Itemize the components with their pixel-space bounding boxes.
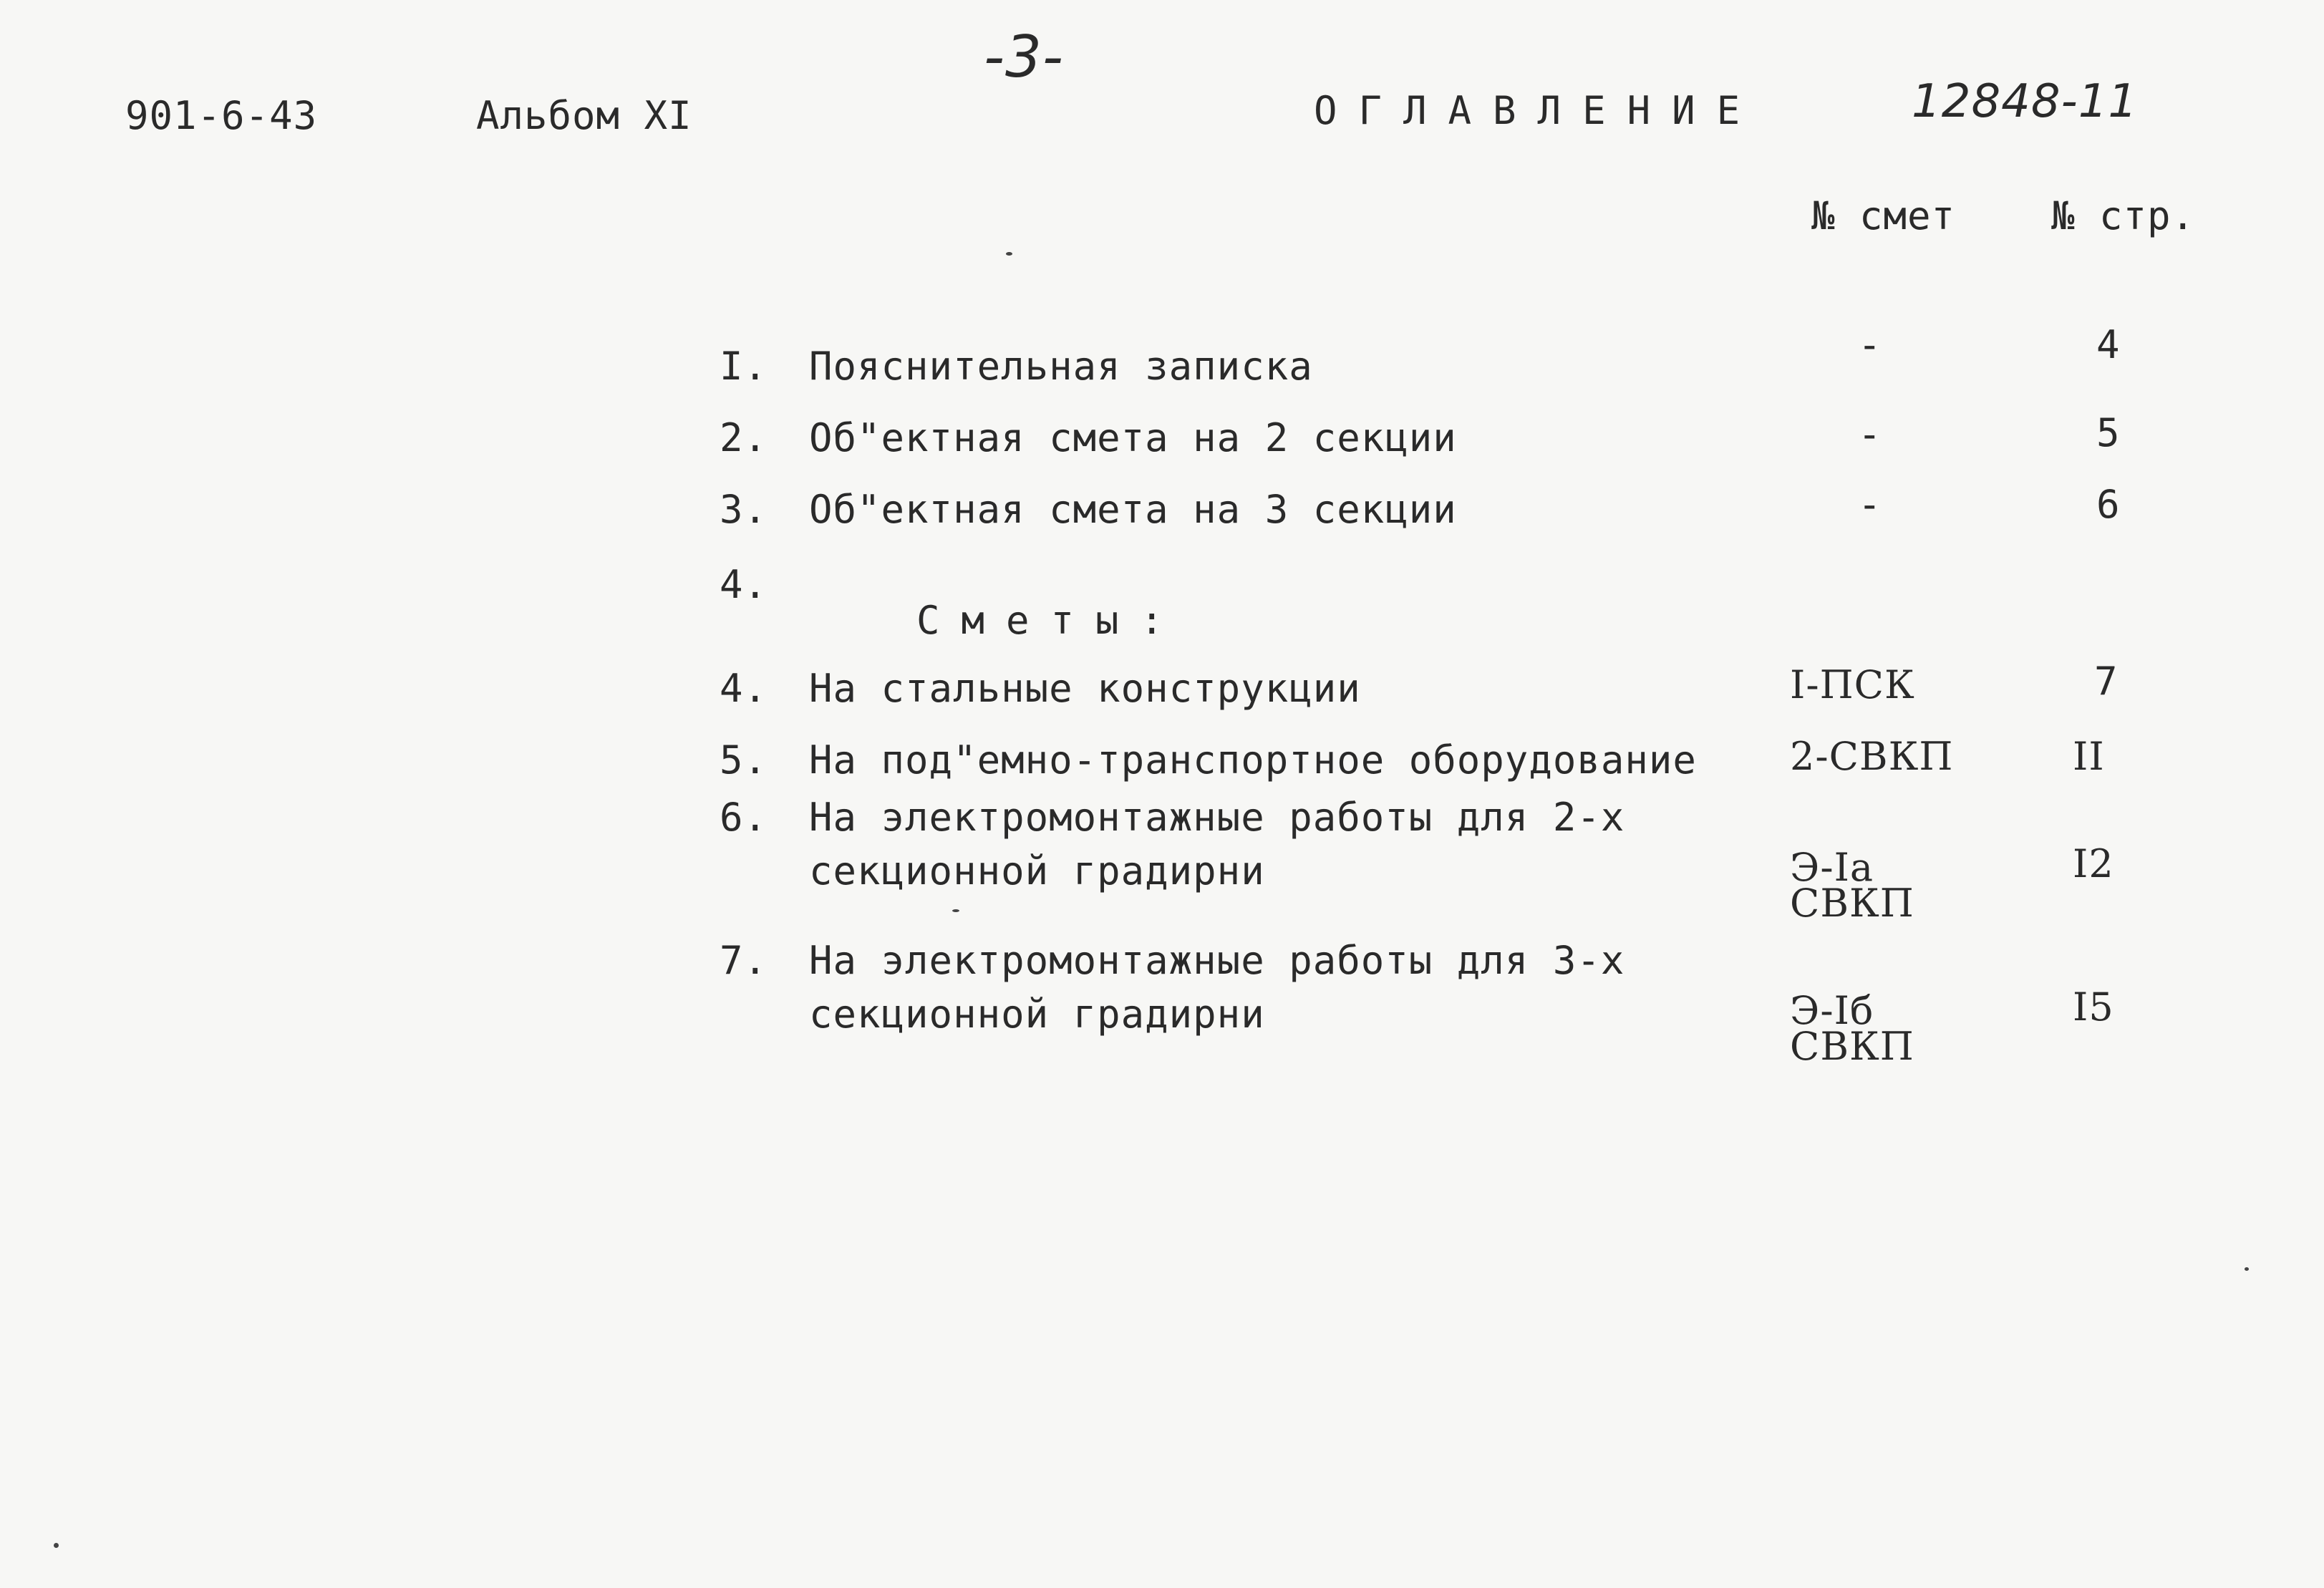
page-title: ОГЛАВЛЕНИЕ: [1314, 88, 1762, 133]
inventory-number: 12848-11: [1912, 75, 2139, 128]
row-page: 4: [2096, 322, 2121, 367]
column-heading-estimate-no: № смет: [1811, 193, 1956, 238]
album-label: Альбом XI: [476, 93, 692, 138]
row-title: Пояснительная записка: [809, 344, 1313, 389]
row-page: 5: [2096, 410, 2121, 455]
row-estimate: -: [1858, 482, 1882, 527]
row-estimate: I-ПСК: [1790, 662, 1915, 707]
row-estimate-line-1: Э-Iа: [1790, 845, 1874, 890]
row-estimate-line-1: Э-Iб: [1790, 988, 1874, 1033]
row-title-line-2: секционной градирни: [809, 848, 1265, 894]
row-title: На стальные конструкции: [809, 666, 1361, 711]
row-title-line-1: На электромонтажные работы для 3-х: [809, 938, 1625, 983]
scan-speck: [952, 909, 959, 912]
row-title-line-2: секционной градирни: [809, 992, 1265, 1037]
row-page: II: [2073, 734, 2105, 779]
section-number: 4.: [720, 562, 768, 607]
row-estimate-line-2: СВКП: [1790, 1024, 1914, 1069]
row-number: 5.: [720, 737, 768, 783]
row-number: 2.: [720, 415, 768, 460]
row-page: 7: [2094, 659, 2119, 704]
row-page: I2: [2073, 841, 2114, 886]
row-number: 4.: [720, 666, 768, 711]
row-page: I5: [2073, 984, 2114, 1030]
row-title: На под"емно-транспортное оборудование: [809, 737, 1697, 783]
document-code: 901-6-43: [125, 93, 318, 138]
row-number: I.: [720, 344, 768, 389]
row-page: 6: [2096, 482, 2121, 527]
row-number: 6.: [720, 795, 768, 840]
section-heading: Сметы:: [916, 598, 1186, 643]
page-number: -3-: [984, 24, 1064, 90]
scan-speck: [1006, 252, 1012, 256]
row-number: 3.: [720, 487, 768, 532]
row-number: 7.: [720, 938, 768, 983]
row-estimate: 2-СВКП: [1790, 734, 1954, 779]
row-title: Об"ектная смета на 3 секции: [809, 487, 1457, 532]
scan-speck: [54, 1543, 59, 1548]
row-estimate-line-2: СВКП: [1790, 881, 1914, 926]
column-heading-page-no: № стр.: [2051, 193, 2196, 238]
row-estimate: -: [1858, 412, 1882, 457]
scan-speck: [2245, 1267, 2249, 1271]
row-estimate: -: [1858, 322, 1882, 367]
row-title-line-1: На электромонтажные работы для 2-х: [809, 795, 1625, 840]
row-title: Об"ектная смета на 2 секции: [809, 415, 1457, 460]
